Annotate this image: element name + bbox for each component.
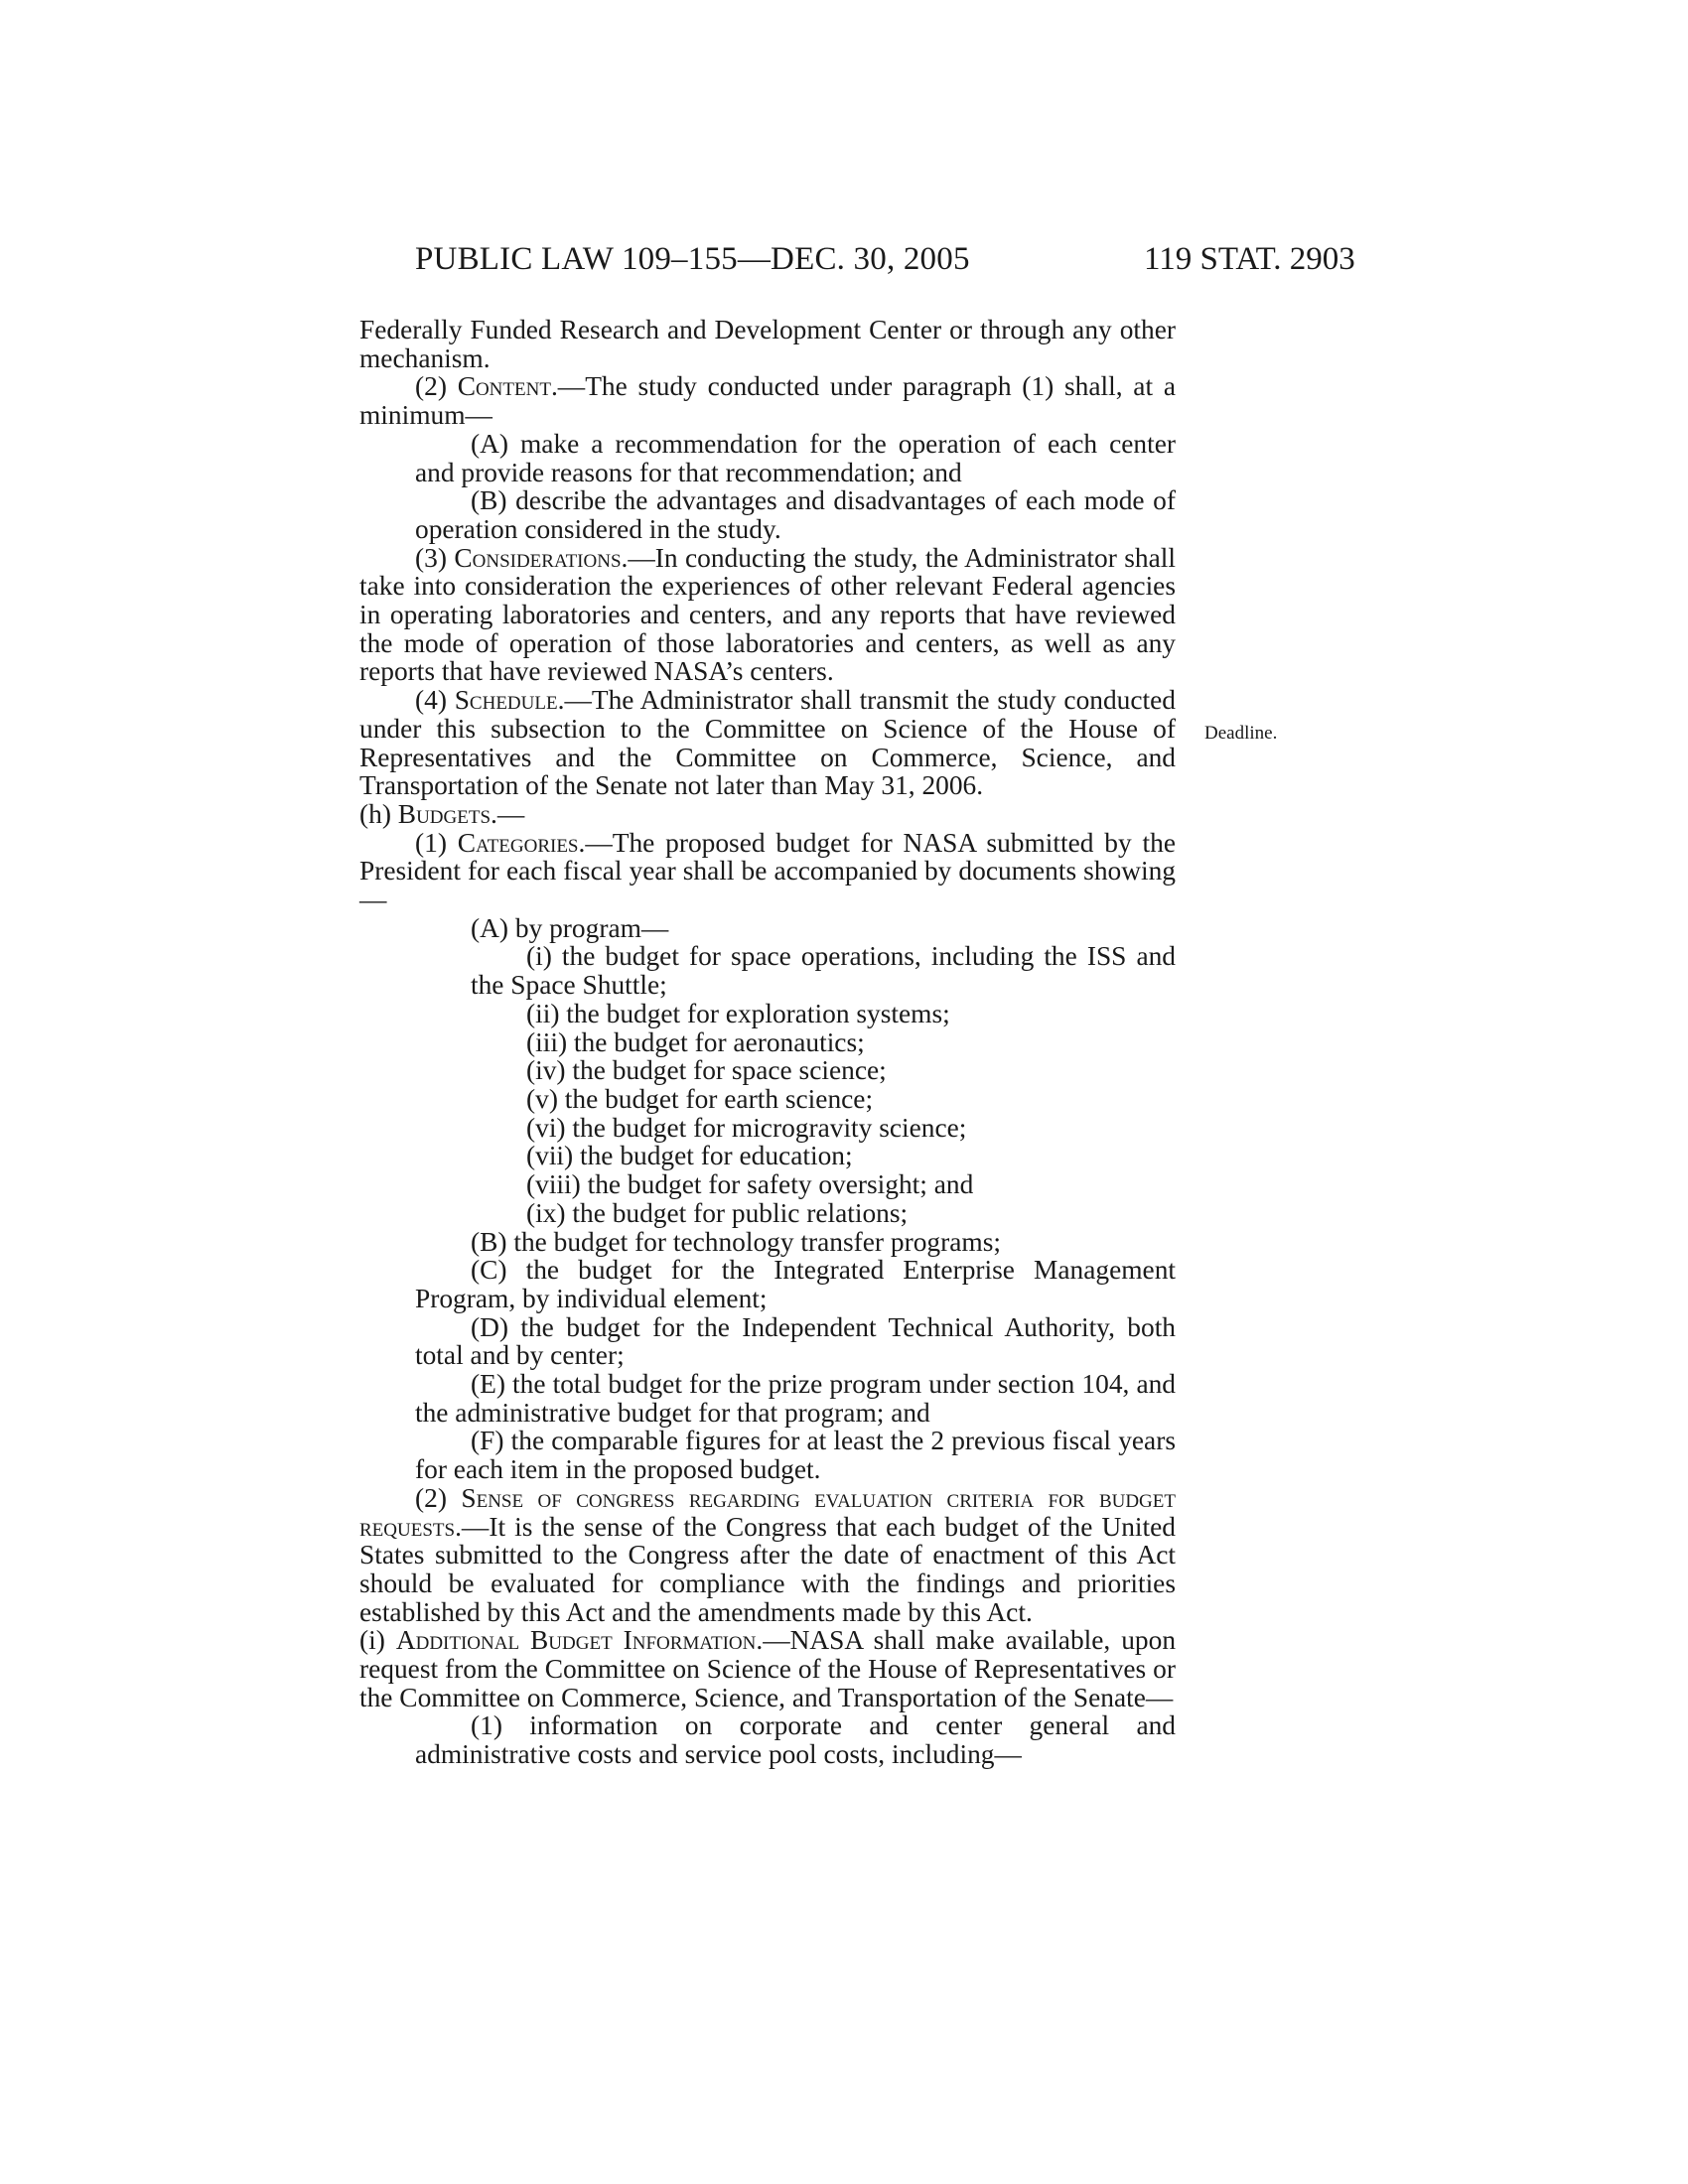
clause-ix: (ix) the budget for public relations;: [526, 1197, 909, 1228]
subparagraph-f-comparable: (F) the comparable figures for at least the 2 previous fiscal years for each item in the proposed budget.: [415, 1426, 1176, 1485]
paragraph-g3-considerations: (3) Considerations.—In conducting the study, the Administrator shall take into consideration the experiences of other relevant Federal agencies in operating laboratories and centers, and any reports that have reviewed the mode of operation of those laboratories and centers, as well as any reports that have reviewed NASA’s centers.: [359, 542, 1176, 687]
paragraph-g4-schedule: (4) Schedule.—The Administrator shall transmit the study conducted under this subsection to the Committee on Science of the House of Representatives and the Committee on Commerce, Science, and Transportation of the Senate not later than May 31, 2006.: [359, 685, 1176, 801]
clause-vii: (vii) the budget for education;: [526, 1141, 853, 1171]
paragraph-g2-content: (2) Content.—The study conducted under paragraph (1) shall, at a minimum—: [359, 371, 1176, 431]
clause-iv: (iv) the budget for space science;: [526, 1055, 887, 1086]
subparagraph-b-advantages: (B) describe the advantages and disadvantages of each mode of operation considered in the study.: [415, 485, 1176, 544]
clause-vi: (vi) the budget for microgravity science;: [526, 1112, 967, 1143]
statute-body: [359, 316, 1176, 1769]
paragraph-h2-sense-of-congress: (2) Sense of congress regarding evaluation criteria for budget requests.—It is the sense of the Congress that each budget of the United States submitted to the Congress after the date of enactment of this Act should be evaluated for compliance with the findings and priorities established by this Act and the amendments made by this Act.: [359, 1482, 1176, 1627]
running-head-page-number: 119 STAT. 2903: [1144, 241, 1355, 277]
subparagraph-a-recommendation: (A) make a recommendation for the operation of each center and provide reasons for that recommendation; and: [415, 428, 1176, 487]
subparagraph-e-prize: (E) the total budget for the prize program under section 104, and the administrative budget for that program; and: [415, 1369, 1176, 1428]
clause-v: (v) the budget for earth science;: [526, 1083, 874, 1114]
subsection-h-budgets: (h) Budgets.—: [359, 798, 525, 829]
heading-schedule: Schedule: [454, 685, 558, 716]
heading-budgets: Budgets: [397, 798, 492, 829]
heading-categories: Categories: [457, 827, 579, 858]
subparagraph-a-by-program: (A) by program—: [471, 912, 669, 943]
heading-additional-budget: Additional Budget Information: [395, 1625, 757, 1656]
heading-considerations: Considerations: [454, 542, 622, 573]
heading-sense-of-congress: Sense of congress regarding evaluation criteria for budget requests: [359, 1482, 1176, 1542]
subparagraph-d-independent: (D) the budget for the Independent Technical Authority, both total and by center;: [415, 1311, 1176, 1371]
margin-note-deadline: Deadline.: [1204, 723, 1278, 744]
subparagraph-c-integrated: (C) the budget for the Integrated Enterprise Management Program, by individual element;: [415, 1255, 1176, 1313]
subparagraph-b-technology: (B) the budget for technology transfer programs;: [471, 1226, 1001, 1257]
clause-viii: (viii) the budget for safety oversight; and: [526, 1169, 974, 1200]
paragraph-i1-information: (1) information on corporate and center general and administrative costs and service pool costs, including—: [415, 1710, 1176, 1770]
clause-i: (i) the budget for space operations, including the ISS and the Space Shuttle;: [471, 941, 1176, 1001]
paragraph-h1-categories: (1) Categories.—The proposed budget for NASA submitted by the President for each fiscal year shall be accompanied by documents showing—: [359, 827, 1176, 915]
paragraph-continuation: Federally Funded Research and Development Center or through any other mechanism.: [359, 315, 1176, 373]
heading-content: Content: [457, 371, 551, 402]
clause-iii: (iii) the budget for aeronautics;: [526, 1026, 865, 1057]
clause-ii: (ii) the budget for exploration systems;: [526, 998, 950, 1028]
subsection-i-additional: (i) Additional Budget Information.—NASA shall make available, upon request from the Committee on Science of the House of Representatives or the Committee on Commerce, Science, and Transportation of the Senate—: [359, 1625, 1177, 1712]
running-head-title: PUBLIC LAW 109–155—DEC. 30, 2005: [415, 241, 970, 277]
